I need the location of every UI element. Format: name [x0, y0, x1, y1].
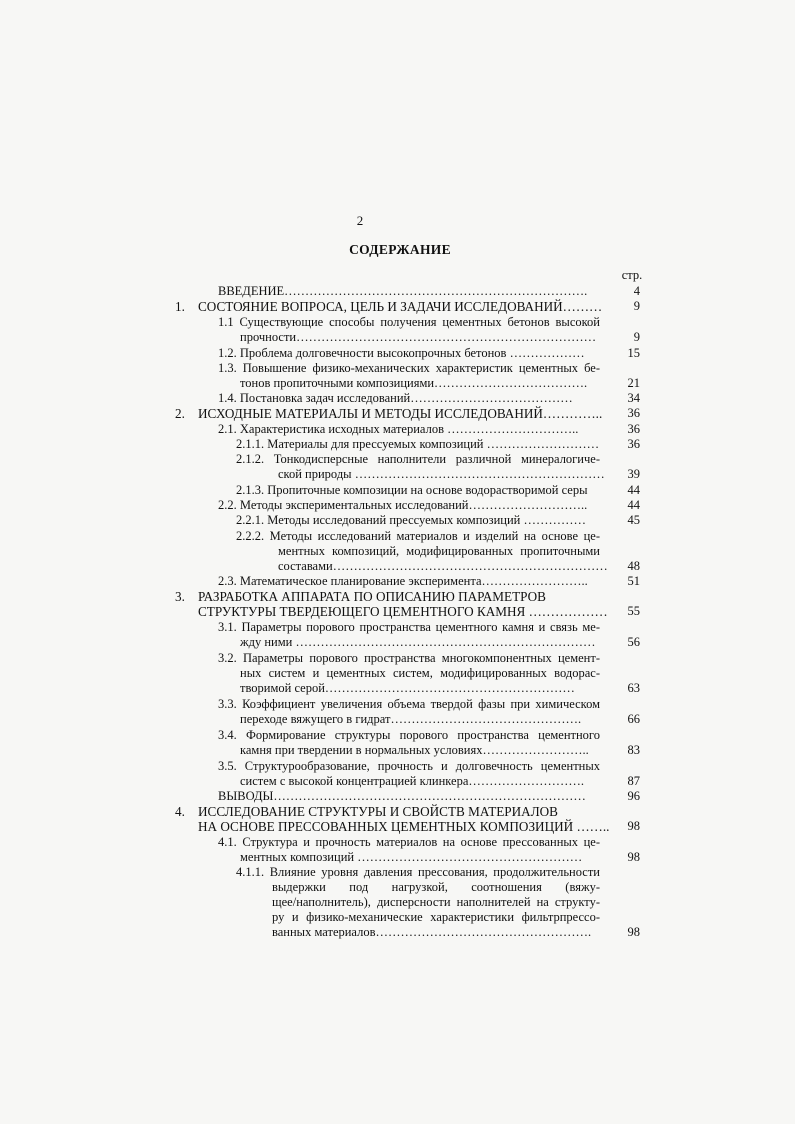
toc-entry-4-1-1-cont: выдержки под нагрузкой, соотношения (вяжу-	[272, 880, 600, 894]
toc-page: 4	[633, 284, 640, 298]
toc-page: 36	[627, 406, 640, 420]
toc-page: 48	[627, 559, 640, 573]
toc-entry-2-2: 2.2. Методы экспериментальных исследований………………………..	[218, 498, 588, 512]
toc-entry-2-3: 2.3. Математическое планирование эксперимента……………………..	[218, 574, 588, 588]
toc-entry-2-2-2: 2.2.2. Методы исследований материалов и изделий на основе це-	[236, 529, 600, 543]
toc-entry-2-2-2-cont: составами…………………………………………………………	[278, 559, 608, 573]
toc-entry-3-5-cont: систем с высокой концентрацией клинкера……………………….	[240, 774, 584, 788]
toc-entry-2-1: 2.1. Характеристика исходных материалов …………………………..	[218, 422, 579, 436]
toc-page: 66	[627, 712, 640, 726]
toc-entry-4-1: 4.1. Структура и прочность материалов на основе прессованных це-	[218, 835, 600, 849]
toc-entry-1-4: 1.4. Постановка задач исследований…………………………………	[218, 391, 573, 405]
toc-entry-3-2-cont: творимой серой……………………………………………………	[240, 681, 575, 695]
toc-chapter-number: 3.	[175, 589, 185, 604]
toc-entry-2-1-3: 2.1.3. Пропиточные композиции на основе водорастворимой серы	[236, 483, 588, 497]
toc-page: 55	[627, 604, 640, 618]
toc-page: 15	[627, 346, 640, 360]
toc-entry-conclusions: ВЫВОДЫ…………………………………………………………………	[218, 789, 586, 803]
toc-entry-3-5: 3.5. Структурообразование, прочность и долговечность цементных	[218, 759, 600, 773]
toc-page: 87	[627, 774, 640, 788]
toc-page: 56	[627, 635, 640, 649]
toc-chapter-4: ИССЛЕДОВАНИЕ СТРУКТУРЫ И СВОЙСТВ МАТЕРИАЛОВ	[198, 804, 558, 819]
toc-chapter-number: 4.	[175, 804, 185, 819]
toc-page: 45	[627, 513, 640, 527]
toc-chapter-number: 2.	[175, 406, 185, 421]
toc-page: 21	[627, 376, 640, 390]
toc-entry-1-3-cont: тонов пропиточными композициями……………………………….	[240, 376, 588, 390]
toc-entry-3-3: 3.3. Коэффициент увеличения объема твердой фазы при химическом	[218, 697, 600, 711]
toc-entry-2-2-2-cont: ментных композиций, модифицированных пропиточными	[278, 544, 600, 558]
toc-entry-3-2: 3.2. Параметры порового пространства многокомпонентных цемент-	[218, 651, 600, 665]
toc-page: 96	[627, 789, 640, 803]
toc-chapter-3-cont: СТРУКТУРЫ ТВЕРДЕЮЩЕГО ЦЕМЕНТНОГО КАМНЯ ………………	[198, 604, 608, 619]
toc-entry-3-3-cont: переходе вяжущего в гидрат……………………………………….	[240, 712, 582, 726]
toc-entry-1-3: 1.3. Повышение физико-механических характеристик цементных бе-	[218, 361, 600, 375]
toc-entry-3-4-cont: камня при твердении в нормальных условиях……………………..	[240, 743, 589, 757]
page-column-label: стр.	[621, 268, 643, 282]
toc-page: 51	[627, 574, 640, 588]
toc-page: 98	[627, 850, 640, 864]
toc-entry-2-2-1: 2.2.1. Методы исследований прессуемых композиций ……………	[236, 513, 586, 527]
toc-chapter-3: РАЗРАБОТКА АППАРАТА ПО ОПИСАНИЮ ПАРАМЕТРОВ	[198, 589, 546, 604]
toc-page: 44	[627, 483, 640, 497]
toc-page: 44	[627, 498, 640, 512]
toc-entry-3-1: 3.1. Параметры порового пространства цементного камня и связь ме-	[218, 620, 600, 634]
toc-entry-1-1: 1.1 Существующие способы получения цементных бетонов высокой	[218, 315, 600, 329]
toc-entry-2-1-2: 2.1.2. Тонкодисперсные наполнители различной минералогиче-	[236, 452, 600, 466]
toc-entry-4-1-1: 4.1.1. Влияние уровня давления прессования, продолжительности	[236, 865, 600, 879]
toc-page: 83	[627, 743, 640, 757]
toc-entry-4-1-cont: ментных композиций ………………………………………………	[240, 850, 583, 864]
toc-entry-3-1-cont: жду ними ………………………………………………………………	[240, 635, 596, 649]
toc-entry-4-1-1-cont: щее/наполнитель), дисперсности наполнителей на структу-	[272, 895, 600, 909]
toc-entry-3-2-cont: ных систем и цементных систем, модифицированных водорас-	[240, 666, 600, 680]
toc-page: 9	[633, 299, 640, 313]
toc-entry-2-1-2-cont: ской природы ……………………………………………………	[278, 467, 605, 481]
toc-entry-1-1-cont: прочности………………………………………………………………	[240, 330, 597, 344]
toc-entry-3-4: 3.4. Формирование структуры порового пространства цементного	[218, 728, 600, 742]
toc-page: 9	[633, 330, 640, 344]
toc-chapter-4-cont: НА ОСНОВЕ ПРЕССОВАННЫХ ЦЕМЕНТНЫХ КОМПОЗИЦИЙ ……..	[198, 819, 610, 834]
page-title: СОДЕРЖАНИЕ	[349, 242, 451, 257]
toc-chapter-number: 1.	[175, 299, 185, 314]
toc-page: 39	[627, 467, 640, 481]
toc-chapter-1: СОСТОЯНИЕ ВОПРОСА, ЦЕЛЬ И ЗАДАЧИ ИССЛЕДОВАНИЙ………	[198, 299, 603, 314]
toc-page: 63	[627, 681, 640, 695]
toc-page: 36	[627, 437, 640, 451]
toc-entry-introduction: ВВЕДЕНИЕ……………………………………………………………….	[218, 284, 588, 298]
toc-page: 98	[627, 819, 640, 833]
page-number: 2	[356, 213, 364, 228]
toc-entry-4-1-1-cont: ванных материалов…………………………………………….	[272, 925, 592, 939]
toc-page: 98	[627, 925, 640, 939]
toc-page: 36	[627, 422, 640, 436]
toc-entry-4-1-1-cont: ру и физико-механические характеристики фильтрпрессо-	[272, 910, 600, 924]
toc-entry-2-1-1: 2.1.1. Материалы для прессуемых композиций ………………………	[236, 437, 600, 451]
toc-chapter-2: ИСХОДНЫЕ МАТЕРИАЛЫ И МЕТОДЫ ИССЛЕДОВАНИЙ…………..	[198, 406, 603, 421]
toc-page: 34	[627, 391, 640, 405]
toc-entry-1-2: 1.2. Проблема долговечности высокопрочных бетонов ………………	[218, 346, 585, 360]
